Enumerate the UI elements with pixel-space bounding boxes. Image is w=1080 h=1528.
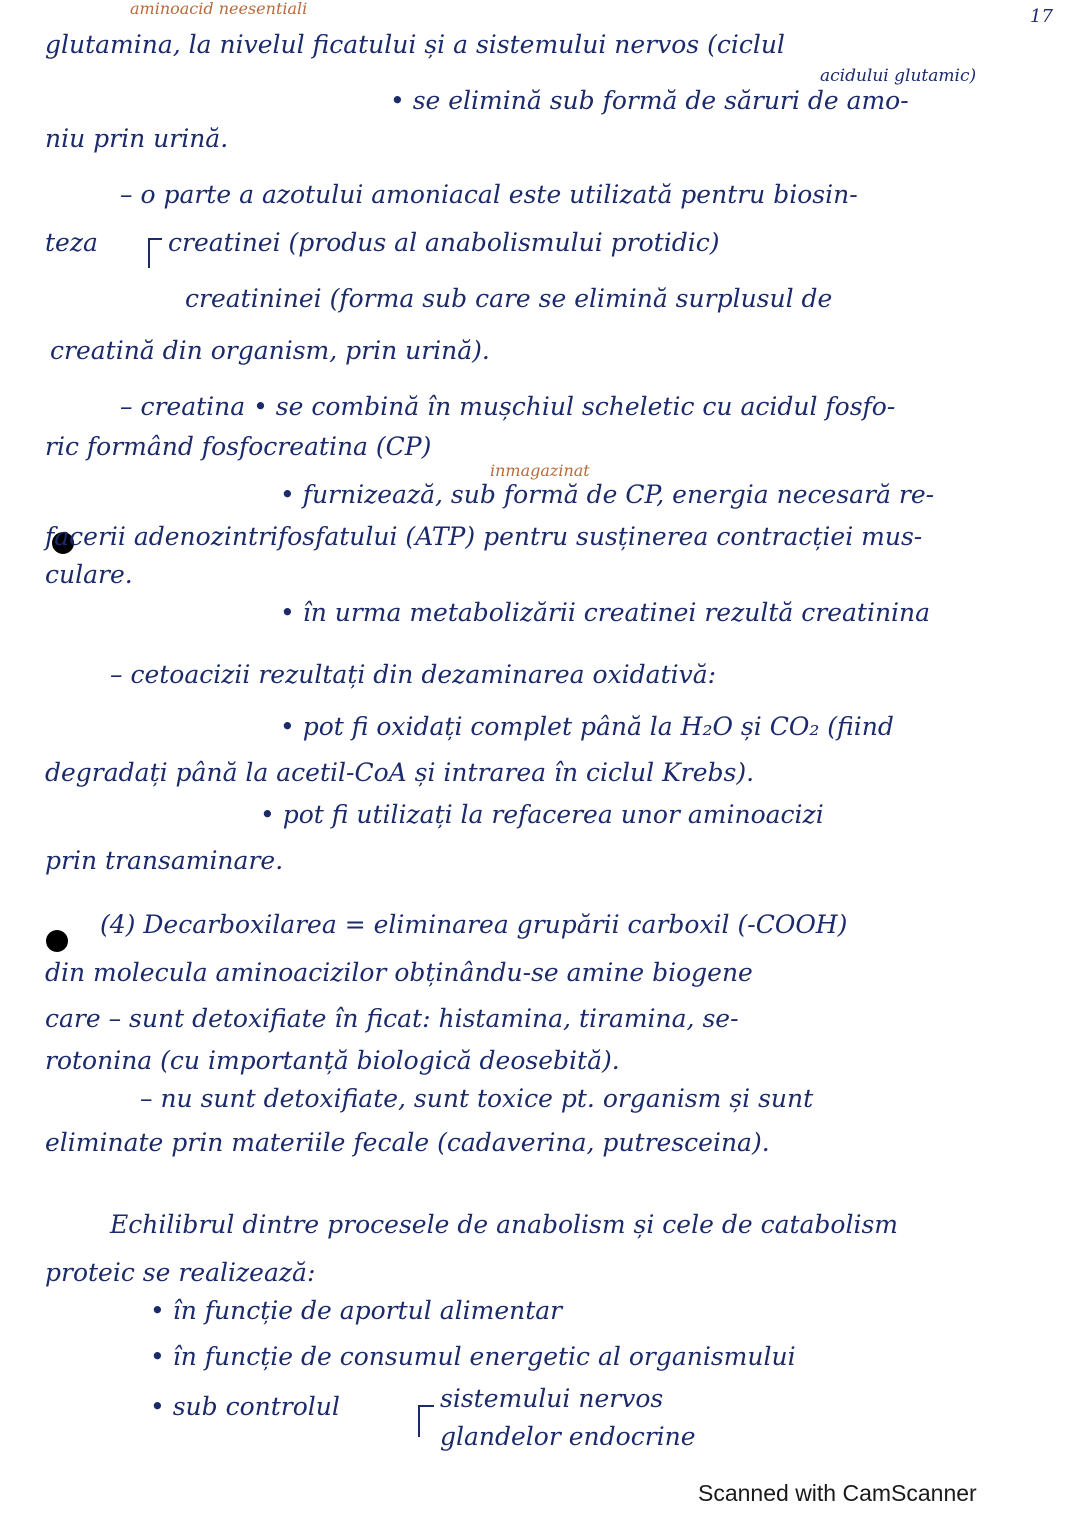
line-32: sistemului nervos — [440, 1384, 664, 1413]
line-31: • sub controlul — [150, 1392, 340, 1421]
line-8: creatininei (forma sub care se elimină surplusul de — [185, 284, 833, 313]
camscanner-watermark: Scanned with CamScanner — [698, 1480, 977, 1506]
line-19: • pot fi utilizați la refacerea unor aminoacizi — [260, 800, 824, 829]
line-23: care – sunt detoxifiate în ficat: histamina, tiramina, se- — [45, 1004, 739, 1033]
line-5: – o parte a azotului amoniacal este utilizată pentru biosin- — [120, 180, 858, 209]
line-15: • în urma metabolizării creatinei rezultă creatinina — [280, 598, 931, 627]
page-number: 17 — [1030, 6, 1053, 27]
line-11: ric formând fosfocreatina (CP) — [45, 432, 432, 461]
line-1: glutamina, la nivelul ficatului și a sistemului nervos (ciclul — [45, 30, 785, 59]
line-12: • furnizează, sub formă de CP, energia necesară re- — [280, 480, 935, 509]
pencil-annotation-top: aminoacid neesentiali — [130, 0, 308, 18]
line-2: acidului glutamic) — [820, 66, 977, 86]
line-26: eliminate prin materiile fecale (cadaverina, putresceina). — [45, 1128, 770, 1157]
line-7: creatinei (produs al anabolismului protidic) — [168, 228, 720, 257]
line-27: Echilibrul dintre procesele de anabolism și cele de catabolism — [110, 1210, 899, 1239]
line-10: – creatina • se combină în mușchiul scheletic cu acidul fosfo- — [120, 392, 896, 421]
line-30: • în funcție de consumul energetic al organismului — [150, 1342, 796, 1371]
line-21: (4) Decarboxilarea = eliminarea grupării carboxil (-COOH) — [100, 910, 848, 939]
line-22: din molecula aminoacizilor obținându-se amine biogene — [45, 958, 753, 987]
line-20: prin transaminare. — [45, 846, 284, 875]
line-9: creatină din organism, prin urină). — [50, 336, 490, 365]
bracket-creatina — [148, 238, 162, 268]
line-25: – nu sunt detoxifiate, sunt toxice pt. organism și sunt — [140, 1084, 814, 1113]
line-33: glandelor endocrine — [440, 1422, 696, 1451]
margin-dot-2 — [46, 930, 68, 952]
line-18: degradați până la acetil-CoA și intrarea în ciclul Krebs). — [45, 758, 755, 787]
line-29: • în funcție de aportul alimentar — [150, 1296, 563, 1325]
line-4: niu prin urină. — [45, 124, 229, 153]
line-6: teza — [45, 228, 98, 257]
line-3: • se elimină sub formă de săruri de amo- — [390, 86, 909, 115]
line-16: – cetoacizii rezultați din dezaminarea oxidativă: — [110, 660, 717, 689]
line-28: proteic se realizează: — [45, 1258, 316, 1287]
line-17: • pot fi oxidați complet până la H₂O și CO₂ (fiind — [280, 712, 894, 741]
bracket-control — [418, 1405, 434, 1437]
line-13: facerii adenozintrifosfatului (ATP) pentru susținerea contracției mus- — [45, 522, 923, 551]
pencil-annotation-mid: inmagazinat — [490, 461, 590, 480]
line-14: culare. — [45, 560, 133, 589]
line-24: rotonina (cu importanță biologică deosebită). — [45, 1046, 620, 1075]
